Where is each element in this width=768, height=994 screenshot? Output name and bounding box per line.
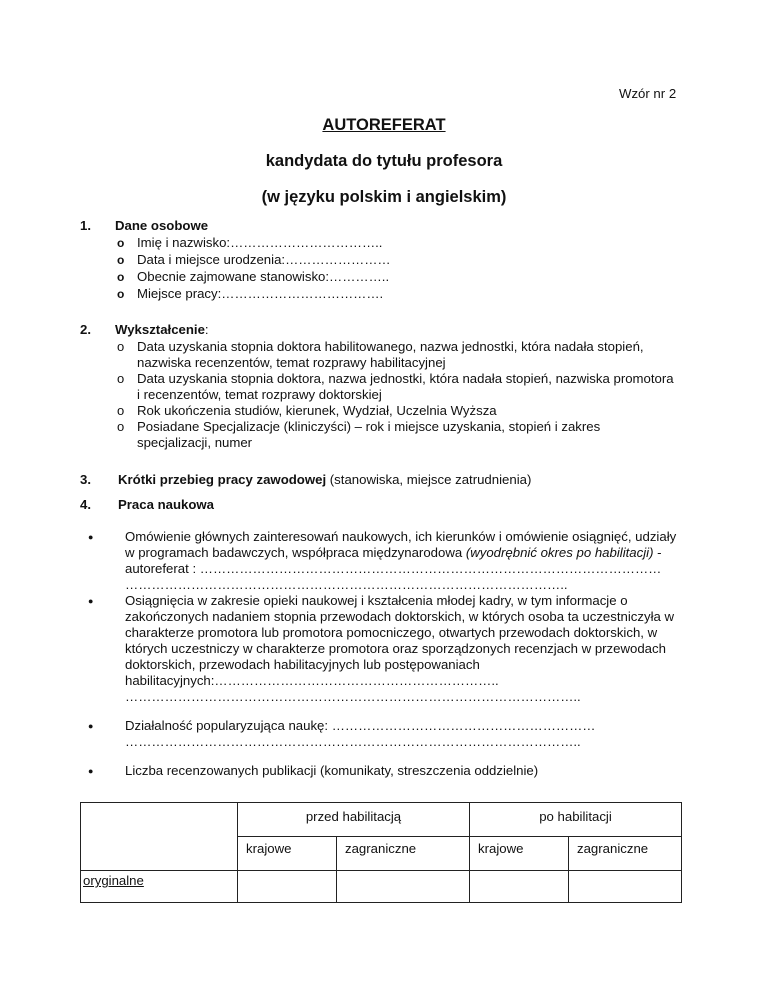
list-marker-icon: o [117,371,125,386]
table-corner-cell [81,803,238,871]
paragraph-line: Działalność popularyzująca naukę: …………………………………………………… [125,718,596,733]
table-cell [569,871,682,903]
paragraph-emphasis: (wyodrębnić okres po habilitacji) [465,545,654,560]
fill-in-line: habilitacyjnych:……………………………………………………….. [125,673,499,688]
list-marker-icon: o [117,419,125,434]
table-cell [470,871,569,903]
fill-in-line: ………………………………………………………………………………………….. [125,734,581,749]
paragraph-text: w programach badawczych, współpraca międzynarodowa [125,545,466,560]
list-item: Imię i nazwisko:…………………………….. [137,235,383,250]
table-column-header: zagraniczne [337,837,470,871]
table-header-row [81,803,682,837]
list-marker-icon: o [117,236,125,250]
table-column-header: zagraniczne [569,837,682,871]
section-note: (stanowiska, miejsce zatrudnienia) [326,472,532,487]
form-number: Wzór nr 2 [619,86,677,101]
section-heading: Dane osobowe [115,218,209,233]
list-marker-icon: o [117,270,125,284]
bullet-icon: ● [88,532,94,542]
list-marker-icon: o [117,339,125,354]
section-heading-line [115,322,209,338]
section-heading: Wykształcenie [115,322,205,337]
table-cell [238,871,337,903]
bullet-icon: ● [88,766,94,776]
bullet-icon: ● [88,721,94,731]
table-group-header: po habilitacji [470,803,682,837]
fill-in-line: autoreferat : …………………………………………………………………………………………… [125,561,662,576]
document-language-note: (w języku polskim i angielskim) [261,188,507,206]
list-item: Data i miejsce urodzenia:…………………… [137,252,391,267]
fill-in-line: ……………………………………………………………………………………….. [125,577,568,592]
paragraph-line: których uczestniczy w charakterze promotora oraz sporządzonych recenzjach w przewodach [125,641,666,656]
document-subtitle: kandydata do tytułu profesora [265,152,503,170]
table-group-header: przed habilitacją [238,803,470,837]
list-item: Obecnie zajmowane stanowisko:………….. [137,269,390,284]
table-cell [337,871,470,903]
table-column-header: krajowe [238,837,337,871]
list-item: Posiadane Specjalizacje (kliniczyści) – rok i miejsce uzyskania, stopień i zakres specjalizacji, numer [137,419,601,451]
paragraph-line: Osiągnięcia w zakresie opieki naukowej i kształcenia młodej kadry, w tym informacje o [125,593,628,608]
section-heading: Krótki przebieg pracy zawodowej [118,472,327,487]
section-number: 2. [80,322,91,337]
list-item: Data uzyskania stopnia doktora, nazwa jednostki, która nadała stopień, nazwiska promotora i recenzentów, temat rozprawy doktorskiej [137,371,674,403]
section-number: 4. [80,497,91,512]
section-heading-line [118,472,531,488]
paragraph-line: Omówienie głównych zainteresowań naukowych, ich kierunków i omówienie osiągnięć, udziały [125,529,677,544]
list-marker-icon: o [117,253,125,267]
table-row [81,871,682,903]
section-number: 1. [80,218,91,233]
section-heading: Praca naukowa [118,497,215,512]
document-title: AUTOREFERAT [322,116,446,134]
list-marker-icon: o [117,287,125,301]
fill-in-line: ………………………………………………………………………………………….. [125,689,581,704]
paragraph-line: zakończonych nadaniem stopnia przewodach doktorskich, w których osoba ta uczestniczyła w [125,609,675,624]
table-column-header: krajowe [470,837,569,871]
paragraph-line [125,545,662,561]
list-item: Miejsce pracy:………………………………. [137,286,384,301]
paragraph-line: charakterze promotora lub promotora pomocniczego, otwartych przewodach doktorskich, w [125,625,658,640]
section-number: 3. [80,472,91,487]
list-item: Rok ukończenia studiów, kierunek, Wydział, Uczelnia Wyższa [137,403,497,418]
heading-colon: : [204,322,209,337]
list-marker-icon: o [117,403,125,418]
paragraph-text: - [653,545,662,560]
bullet-icon: ● [88,596,94,606]
paragraph-line: doktorskich, przewodach habilitacyjnych lub postępowaniach [125,657,480,672]
list-item: Data uzyskania stopnia doktora habilitowanego, nazwa jednostki, która nadała stopień, nazwiska recenzentów, temat rozprawy habilitacyjnej [137,339,644,371]
paragraph-line: Liczba recenzowanych publikacji (komunikaty, streszczenia oddzielnie) [125,763,539,778]
publications-table [80,802,682,903]
table-row-label: oryginalne [81,871,238,903]
